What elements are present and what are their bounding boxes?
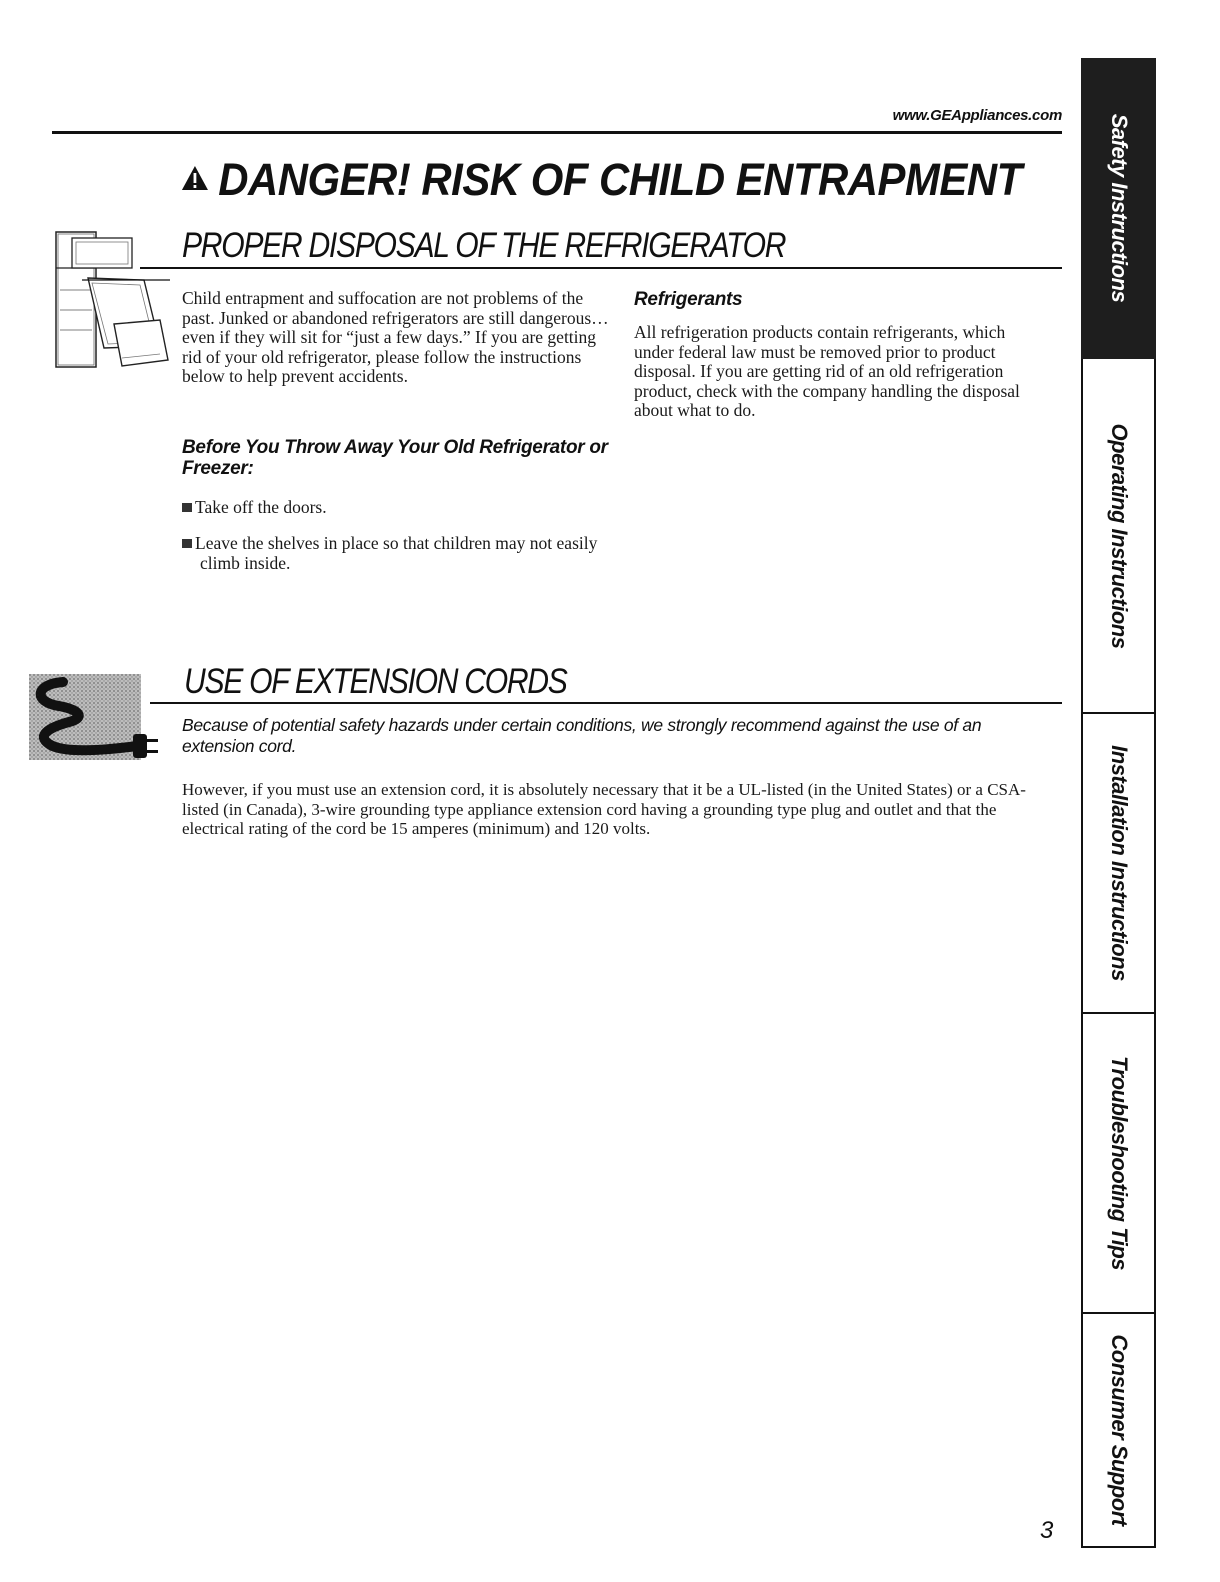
disposal-intro: Child entrapment and suffocation are not problems of the past. Junked or abandoned refrigerators are still dangerous…even if they will sit for “just a few days.” If you are getting rid of your old refrigerator, please follow the instructions below to help prevent accidents. xyxy=(182,288,609,386)
tab-operating-instructions[interactable]: Operating Instructions xyxy=(1081,359,1156,714)
tab-consumer-support[interactable]: Consumer Support xyxy=(1081,1314,1156,1548)
extension-warning: Because of potential safety hazards under certain conditions, we strongly recommend against the use of an extension cord. xyxy=(182,715,982,756)
extension-cord-icon xyxy=(29,670,159,764)
danger-heading xyxy=(181,150,1022,206)
refrigerants-heading: Refrigerants xyxy=(634,289,743,310)
bullet-square-icon xyxy=(182,503,192,512)
bullet-square-icon xyxy=(182,539,192,548)
page-number: 3 xyxy=(1040,1517,1054,1544)
extension-body: However, if you must use an extension cord, it is absolutely necessary that it be a UL-listed (in the United States) or a CSA-listed (in Canada), 3-wire grounding type appliance extension cord having a grounding type plug and outlet and that the electrical rating of the cord be 15 amperes (minimum) and 120 volts. xyxy=(182,780,1026,838)
bullet-item: Take off the doors. xyxy=(182,498,612,518)
section-tabs xyxy=(1081,58,1156,1548)
header-rule xyxy=(52,131,1062,134)
refrigerator-icon xyxy=(52,228,170,373)
disposal-title: PROPER DISPOSAL OF THE REFRIGERATOR xyxy=(182,226,786,265)
tab-safety-instructions[interactable]: Safety Instructions xyxy=(1081,58,1156,359)
before-heading: Before You Throw Away Your Old Refrigerator or Freezer: xyxy=(182,437,608,479)
bullet-item: Leave the shelves in place so that children may not easily climb inside. xyxy=(182,534,612,573)
disposal-rule xyxy=(140,267,1062,269)
refrigerants-text: All refrigeration products contain refrigerants, which under federal law must be removed prior to product disposal. If you are getting rid of an old refrigeration product, check with the company handling the disposal about what to do. xyxy=(634,322,1020,420)
warning-triangle-icon xyxy=(181,150,209,202)
danger-title: DANGER! RISK OF CHILD ENTRAPMENT xyxy=(218,154,1022,205)
website-url: www.GEAppliances.com xyxy=(892,107,1062,124)
extension-title: USE OF EXTENSION CORDS xyxy=(184,662,567,701)
tab-installation-instructions[interactable]: Installation Instructions xyxy=(1081,714,1156,1014)
extension-rule xyxy=(150,702,1062,704)
tab-troubleshooting-tips[interactable]: Troubleshooting Tips xyxy=(1081,1014,1156,1314)
